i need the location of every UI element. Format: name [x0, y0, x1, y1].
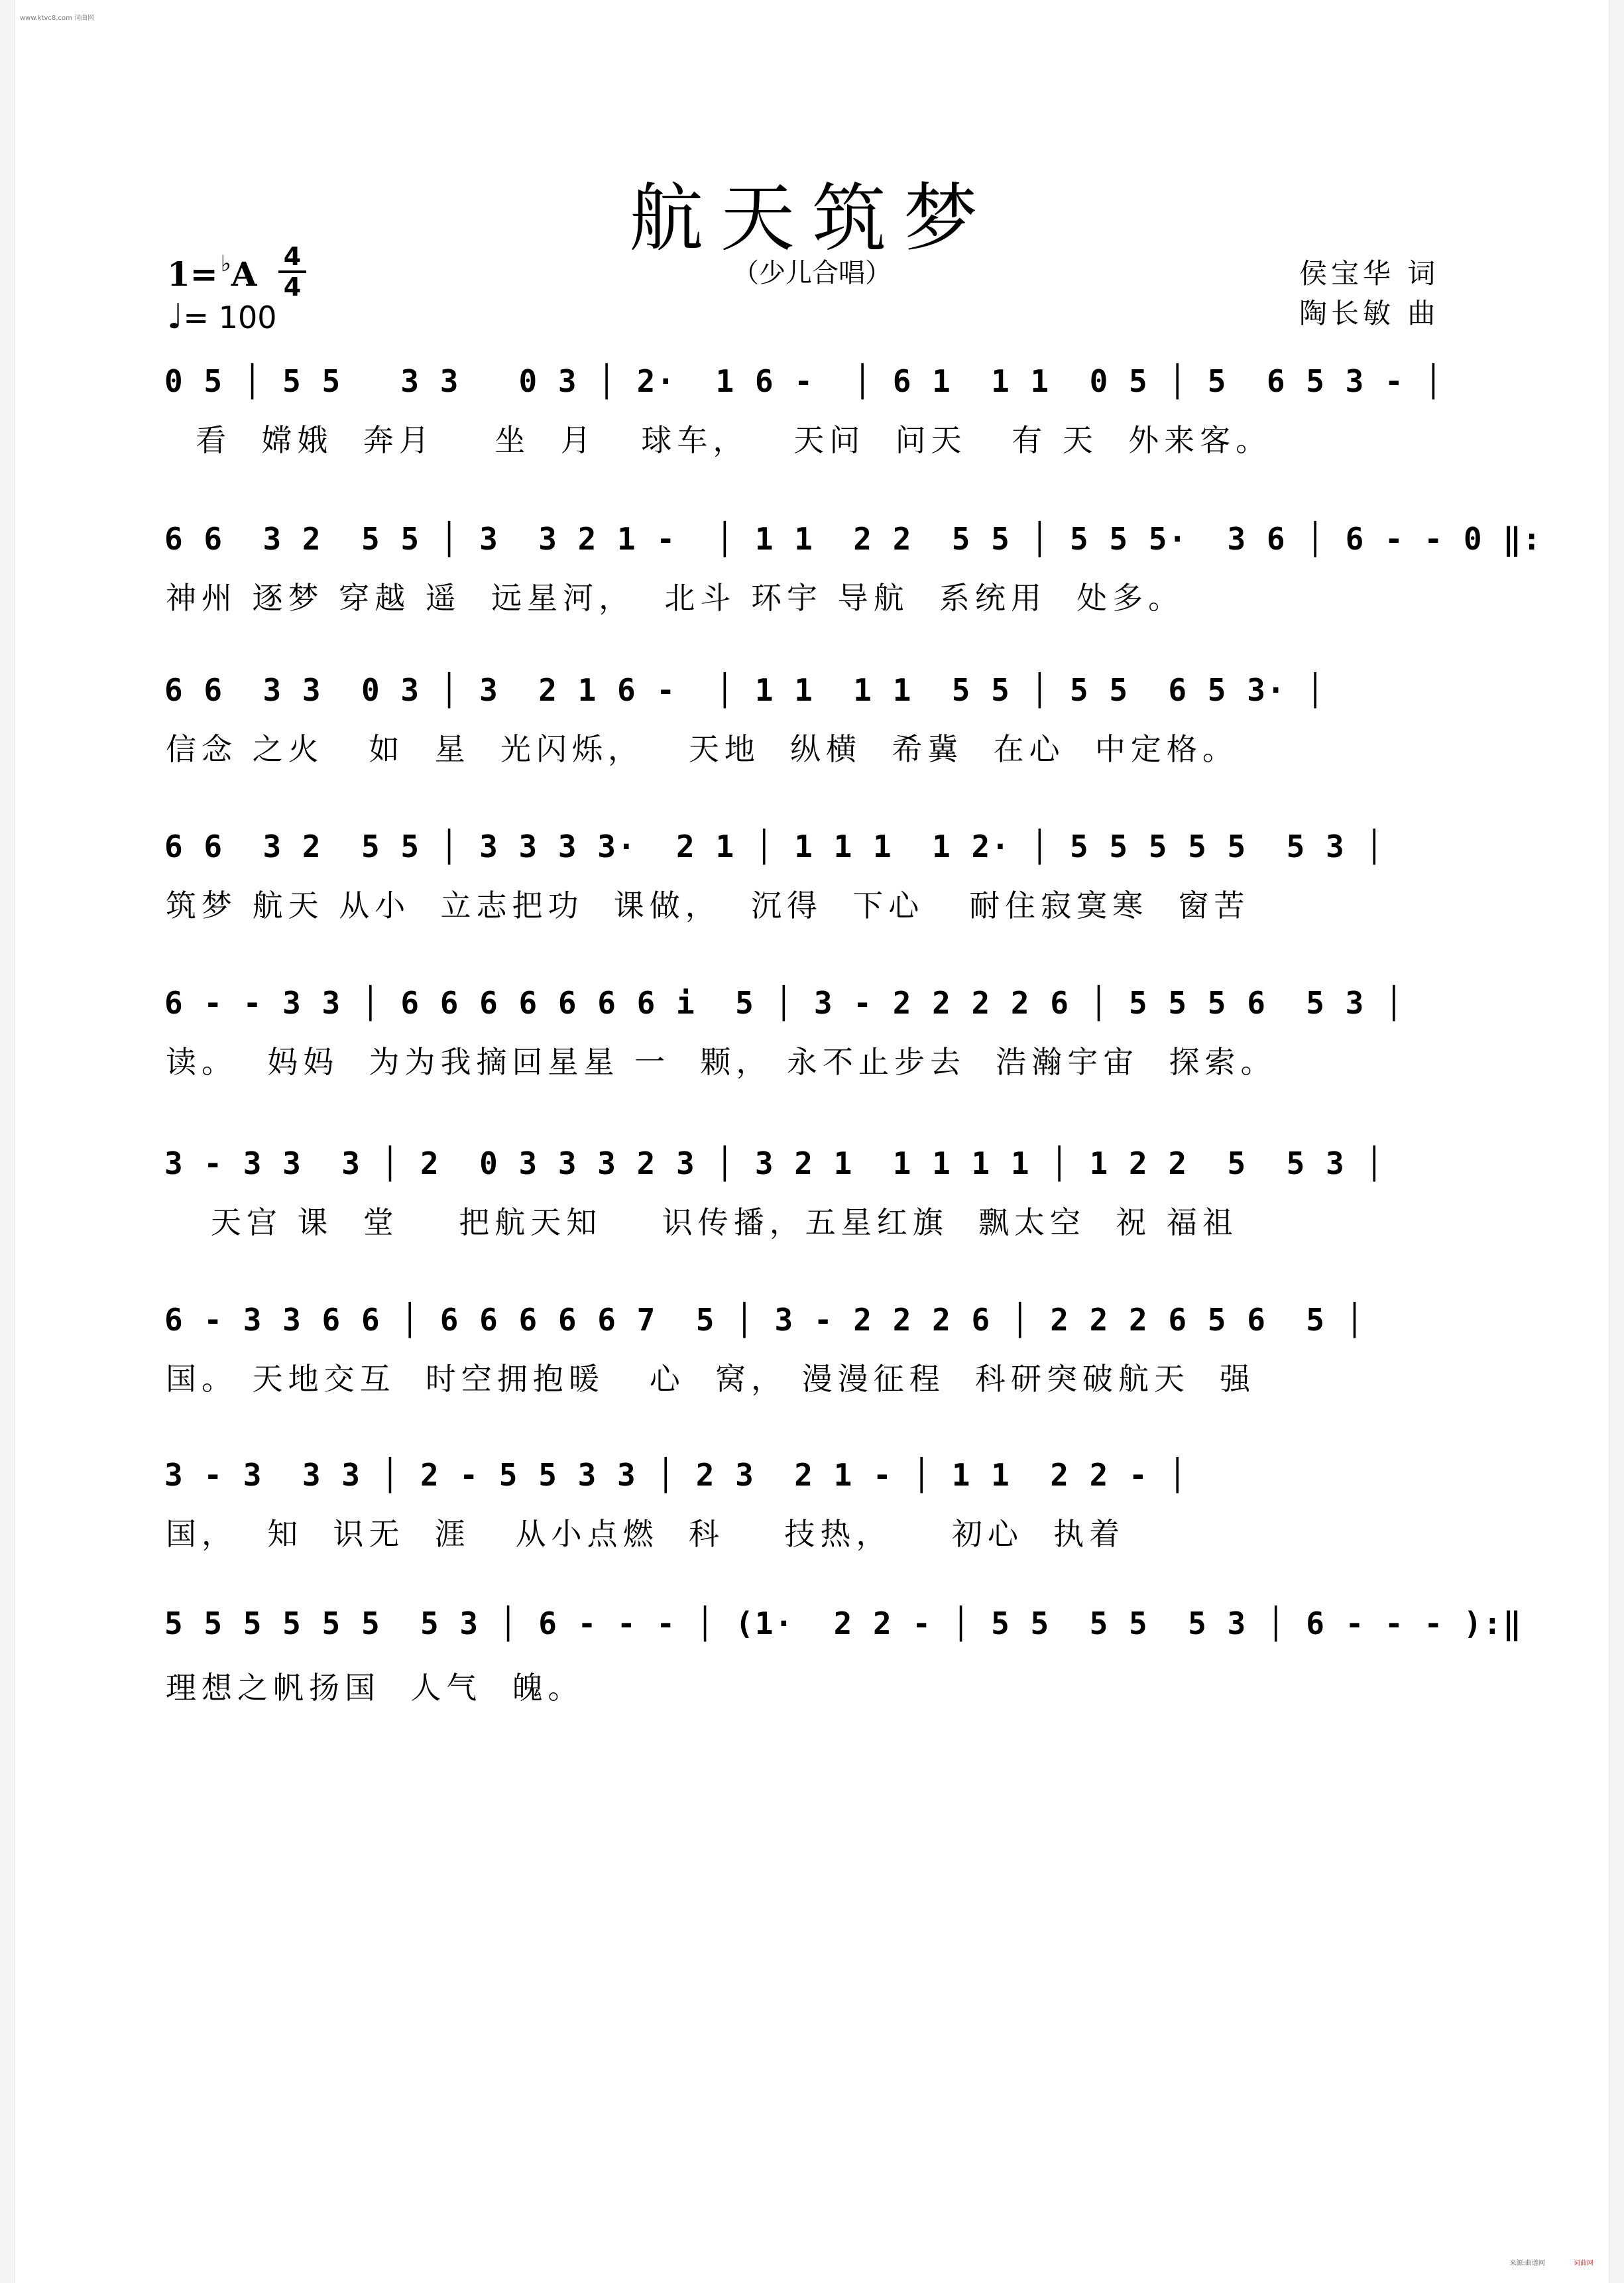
lyrics-line-8: 国， 知 识无 涯 从小点燃 科 技热， 初心 执着 [166, 1516, 1126, 1552]
staff-line-6 [164, 1145, 1458, 1192]
notes-line: 3 - 3 3 3 │ 2 0 3 3 3 2 3 │ 3 2 1 1 1 1 1 │ 1 2 2 5 5 3 │ [164, 1145, 1385, 1181]
right-margin-strip [1609, 0, 1624, 2283]
lyricist-credit: 侯宝华 词 [1299, 257, 1440, 290]
time-denominator: 4 [283, 272, 302, 302]
notes-line: 6 6 3 3 0 3 │ 3 2 1 6 - │ 1 1 1 1 5 5 │ 5 5 6 5 3· │ [164, 672, 1326, 708]
key-signature [167, 251, 257, 294]
notes-line: 5 5 5 5 5 5 5 3 │ 6 - - - │ (1· 2 2 - │ 5 5 5 5 5 3 │ 6 - - - ):‖ [164, 1606, 1523, 1641]
lyrics-line-4: 筑梦 航天 从小 立志把功 课做， 沉得 下心 耐住寂寞寒 窗苦 [166, 888, 1250, 923]
lyrics-line-6: 天宫 课 堂 把航天知 识传播，五星红旗 飘太空 祝 福祖 [166, 1204, 1238, 1240]
tempo-marking [167, 297, 277, 337]
lyrics-line-5: 读。 妈妈 为为我摘回星星 一 颗， 永不止步去 浩瀚宇宙 探索。 [166, 1044, 1277, 1080]
staff-line-5 [164, 985, 1458, 1031]
notes-line: 6 - 3 3 6 6 │ 6 6 6 6 6 7 5 │ 3 - 2 2 2 6 │ 2 2 2 6 5 6 5 │ [164, 1302, 1365, 1338]
staff-line-8 [164, 1457, 1458, 1503]
notes-line: 0 5 │ 5 5 3 3 0 3 │ 2· 1 6 - │ 6 1 1 1 0 5 │ 5 6 5 3 - │ [164, 363, 1444, 399]
staff-line-3 [164, 672, 1458, 719]
composer-credit: 陶长敏 曲 [1299, 297, 1440, 329]
quarter-note-icon: ♩ [167, 297, 184, 337]
staff-line-4 [164, 829, 1458, 875]
lyrics-line-2: 神州 逐梦 穿越 遥 远星河， 北斗 环宇 导航 系统用 处多。 [166, 580, 1185, 616]
tempo-value: = 100 [183, 300, 277, 335]
lyrics-line-1: 看 嫦娥 奔月 坐 月 球车， 天问 问天 有 天 外来客。 [166, 422, 1272, 458]
staff-line-1 [164, 363, 1458, 410]
notes-line: 3 - 3 3 3 │ 2 - 5 5 3 3 │ 2 3 2 1 - │ 1 1 2 2 - │ [164, 1457, 1189, 1493]
time-numerator: 4 [283, 242, 302, 271]
left-margin-strip [0, 0, 15, 2283]
lyrics-line-9: 理想之帆扬国 人气 魄。 [166, 1670, 584, 1706]
lyrics-line-7: 国。 天地交互 时空拥抱暖 心 窝， 漫漫征程 科研突破航天 强 [166, 1361, 1256, 1397]
key-note: A [231, 255, 257, 294]
notes-line: 6 6 3 2 5 5 │ 3 3 2 1 - │ 1 1 2 2 5 5 │ 5 5 5· 3 6 │ 6 - - 0 ‖: [164, 521, 1542, 557]
flat-icon: ♭ [220, 251, 231, 277]
watermark-site: 词曲网 [1574, 2260, 1594, 2267]
song-title: 航天筑梦 [629, 176, 995, 262]
watermark-source: 来源:曲谱网 [1509, 2260, 1545, 2267]
lyrics-line-3: 信念 之火 如 星 光闪烁， 天地 纵横 希冀 在心 中定格。 [166, 731, 1238, 767]
song-subtitle: （少儿合唱） [732, 258, 892, 288]
staff-line-2 [164, 521, 1542, 567]
site-watermark-top: www.ktvc8.com 词曲网 [20, 15, 95, 22]
notes-line: 6 6 3 2 5 5 │ 3 3 3 3· 2 1 │ 1 1 1 1 2· │ 5 5 5 5 5 5 3 │ [164, 829, 1385, 864]
time-signature [278, 244, 306, 300]
site-watermark-bottom [1509, 2257, 1594, 2267]
notes-line: 6 - - 3 3 │ 6 6 6 6 6 6 6 i 5 │ 3 - 2 2 2 2 6 │ 5 5 5 6 5 3 │ [164, 985, 1405, 1021]
staff-line-7 [164, 1302, 1458, 1348]
key-prefix: 1= [167, 255, 218, 294]
staff-line-9 [164, 1606, 1523, 1652]
